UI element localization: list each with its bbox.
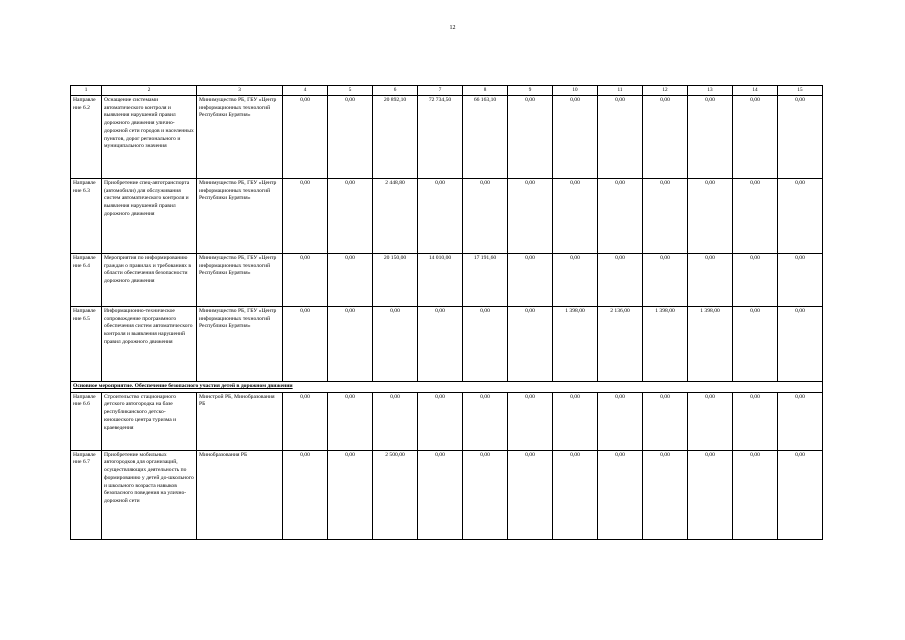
value-cell: 0,00	[778, 254, 823, 307]
value-cell: 0,00	[508, 307, 553, 382]
measure-name: Мероприятия по информированию граждан о правилах и требованиях в области обеспечения безопасности дорожного движения	[102, 254, 197, 307]
table-row	[71, 450, 823, 539]
value-cell: 0,00	[778, 179, 823, 254]
value-cell: 20 150,00	[373, 254, 418, 307]
executor: Минимущество РБ, ГБУ «Центр информационных технологий Республики Бурятия»	[197, 96, 283, 179]
value-cell: 0,00	[643, 254, 688, 307]
value-cell: 0,00	[643, 179, 688, 254]
value-cell: 0,00	[643, 96, 688, 179]
header-cell: 4	[283, 86, 328, 96]
value-cell: 2 500,00	[373, 450, 418, 539]
table-row	[71, 179, 823, 254]
value-cell: 14 010,00	[418, 254, 463, 307]
value-cell: 0,00	[688, 392, 733, 450]
header-cell: 11	[598, 86, 643, 96]
value-cell: 0,00	[373, 392, 418, 450]
header-cell: 12	[643, 86, 688, 96]
value-cell: 0,00	[508, 450, 553, 539]
value-cell: 0,00	[643, 392, 688, 450]
section-title: Основное мероприятие. Обеспечение безопасного участия детей в дорожном движении	[71, 382, 823, 393]
value-cell: 0,00	[553, 179, 598, 254]
value-cell: 0,00	[598, 179, 643, 254]
value-cell: 0,00	[508, 96, 553, 179]
value-cell: 0,00	[418, 179, 463, 254]
value-cell: 0,00	[733, 450, 778, 539]
value-cell: 1 398,00	[643, 307, 688, 382]
value-cell: 0,00	[778, 392, 823, 450]
value-cell: 0,00	[328, 392, 373, 450]
header-cell: 13	[688, 86, 733, 96]
value-cell: 17 191,60	[463, 254, 508, 307]
header-cell: 5	[328, 86, 373, 96]
executor: Минстрой РБ, Минобразования РБ	[197, 392, 283, 450]
value-cell: 0,00	[463, 179, 508, 254]
value-cell: 0,00	[373, 307, 418, 382]
measure-name: Оснащение системами автоматического контроля и выявления нарушений правил дорожного движения улично-дорожной сети городов и населенных пунктов, дорог регионального и муниципального значения	[102, 96, 197, 179]
value-cell: 0,00	[508, 179, 553, 254]
header-cell: 6	[373, 86, 418, 96]
executor: Минимущество РБ, ГБУ «Центр информационных технологий Республики Бурятия»	[197, 179, 283, 254]
value-cell: 66 163,10	[463, 96, 508, 179]
header-cell: 7	[418, 86, 463, 96]
direction-code: Направле ние 6.7	[71, 450, 102, 539]
header-row	[71, 86, 823, 96]
measure-name: Приобретение спец-автотранспорта (автомобили) для обслуживания систем автоматического контроля и выявления нарушений правил дорожного движения	[102, 179, 197, 254]
direction-code: Направле ние 6.6	[71, 392, 102, 450]
value-cell: 0,00	[733, 392, 778, 450]
section-row	[71, 382, 823, 393]
value-cell: 0,00	[283, 96, 328, 179]
value-cell: 0,00	[508, 392, 553, 450]
executor: Минимущество РБ, ГБУ «Центр информационных технологий Республики Бурятия»	[197, 307, 283, 382]
measure-name: Информационно-техническое сопровождение программного обеспечения систем автоматического контроля и выявления нарушений правил дорожного движения	[102, 307, 197, 382]
value-cell: 1 398,00	[688, 307, 733, 382]
measure-name: Строительство стационарного детского автогородка на базе республиканского детско-юношеского центра туризма и краеведения	[102, 392, 197, 450]
value-cell: 0,00	[418, 307, 463, 382]
value-cell: 0,00	[688, 96, 733, 179]
value-cell: 0,00	[553, 392, 598, 450]
value-cell: 0,00	[508, 254, 553, 307]
table-row	[71, 307, 823, 382]
header-cell: 3	[197, 86, 283, 96]
value-cell: 0,00	[778, 307, 823, 382]
header-cell: 15	[778, 86, 823, 96]
value-cell: 2 448,80	[373, 179, 418, 254]
table-row	[71, 96, 823, 179]
value-cell: 0,00	[553, 450, 598, 539]
value-cell: 0,00	[328, 307, 373, 382]
header-cell: 9	[508, 86, 553, 96]
program-table	[70, 85, 823, 540]
value-cell: 0,00	[463, 450, 508, 539]
header-cell: 14	[733, 86, 778, 96]
value-cell: 0,00	[418, 392, 463, 450]
value-cell: 0,00	[418, 450, 463, 539]
value-cell: 0,00	[598, 392, 643, 450]
direction-code: Направле ние 6.4	[71, 254, 102, 307]
value-cell: 2 136,00	[598, 307, 643, 382]
direction-code: Направле ние 6.2	[71, 96, 102, 179]
measure-name: Приобретение мобильных автогородков для организаций, осуществляющих деятельность по формированию у детей до-школьного и школьного возраста навыков безопасного поведения на улично-дорожной сети	[102, 450, 197, 539]
value-cell: 0,00	[328, 179, 373, 254]
table-row	[71, 254, 823, 307]
value-cell: 0,00	[283, 307, 328, 382]
value-cell: 1 398,00	[553, 307, 598, 382]
header-cell: 2	[102, 86, 197, 96]
value-cell: 0,00	[553, 254, 598, 307]
header-cell: 1	[71, 86, 102, 96]
value-cell: 0,00	[328, 254, 373, 307]
value-cell: 0,00	[328, 450, 373, 539]
table-row	[71, 392, 823, 450]
direction-code: Направле ние 6.5	[71, 307, 102, 382]
value-cell: 20 892,10	[373, 96, 418, 179]
value-cell: 0,00	[733, 307, 778, 382]
value-cell: 0,00	[283, 179, 328, 254]
value-cell: 0,00	[328, 96, 373, 179]
direction-code: Направле ние 6.3	[71, 179, 102, 254]
value-cell: 0,00	[688, 179, 733, 254]
value-cell: 0,00	[463, 392, 508, 450]
value-cell: 0,00	[688, 254, 733, 307]
executor: Минимущество РБ, ГБУ «Центр информационных технологий Республики Бурятия»	[197, 254, 283, 307]
value-cell: 0,00	[688, 450, 733, 539]
value-cell: 72 734,50	[418, 96, 463, 179]
value-cell: 0,00	[283, 254, 328, 307]
value-cell: 0,00	[598, 450, 643, 539]
value-cell: 0,00	[553, 96, 598, 179]
value-cell: 0,00	[733, 96, 778, 179]
value-cell: 0,00	[463, 307, 508, 382]
value-cell: 0,00	[283, 450, 328, 539]
value-cell: 0,00	[598, 96, 643, 179]
header-cell: 8	[463, 86, 508, 96]
executor: Минобразования РБ	[197, 450, 283, 539]
page-number: 12	[449, 25, 456, 31]
header-cell: 10	[553, 86, 598, 96]
value-cell: 0,00	[598, 254, 643, 307]
value-cell: 0,00	[283, 392, 328, 450]
value-cell: 0,00	[733, 254, 778, 307]
value-cell: 0,00	[733, 179, 778, 254]
value-cell: 0,00	[643, 450, 688, 539]
value-cell: 0,00	[778, 450, 823, 539]
value-cell: 0,00	[778, 96, 823, 179]
